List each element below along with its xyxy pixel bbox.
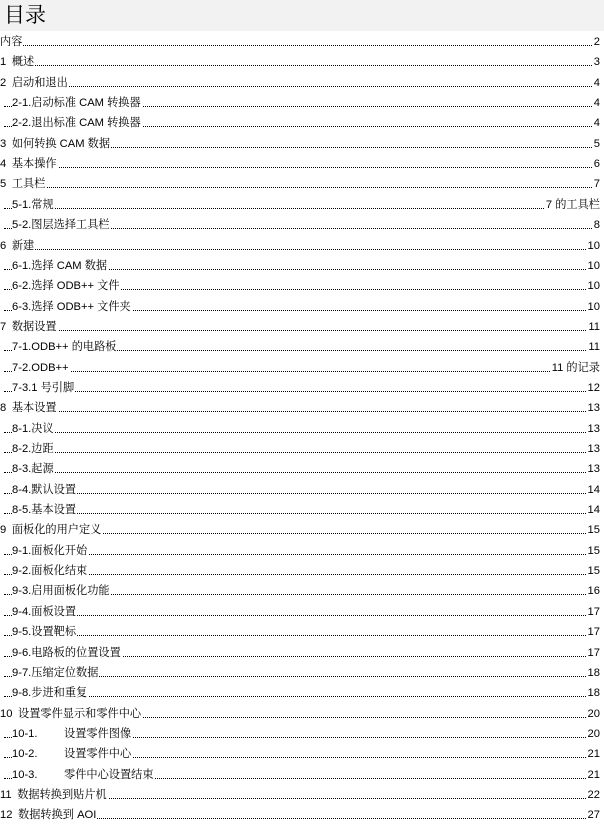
dot-leader: [4, 696, 596, 697]
toc-entry-page: 21: [587, 745, 600, 763]
toc-entry-text: 步进和重复: [31, 687, 88, 700]
toc-entry-text: 设置零件显示和零件中心: [18, 707, 142, 720]
toc-entry-page: 13: [587, 440, 600, 458]
toc-entry-number: 5-1.: [12, 198, 32, 211]
toc-entry-text: 零件中心设置结束: [64, 768, 154, 781]
toc-entry-label: [0, 74, 69, 92]
toc-entry[interactable]: [0, 196, 604, 214]
dot-leader: [4, 432, 596, 433]
toc-entry-text: 基本设置: [31, 504, 77, 517]
toc-entry[interactable]: [0, 664, 604, 682]
toc-entry-text: 常规: [31, 198, 54, 211]
toc-entry-page: 13: [587, 420, 600, 438]
toc-entry-label: [12, 766, 155, 784]
toc-entry-text: 数据转换到贴片机: [17, 788, 107, 801]
toc-entry-label: [12, 562, 88, 580]
toc-entry-page: 2: [593, 33, 600, 51]
toc-entry[interactable]: [0, 521, 604, 539]
toc-entry[interactable]: [0, 481, 604, 499]
toc-entry-label: [0, 786, 108, 804]
toc-entry-label: [12, 379, 75, 397]
toc-entry-number: 8-1.: [12, 422, 32, 435]
toc-entry-page: 14: [587, 501, 600, 519]
toc-entry-page: 14: [587, 481, 600, 499]
toc-entry-number: 8-4.: [12, 483, 32, 496]
toc-entry-page: 27: [587, 806, 600, 824]
toc-entry-number: 7-3.: [12, 381, 32, 394]
toc-entry-page: 18: [587, 684, 600, 702]
toc-entry-text: 基本操作: [11, 158, 57, 171]
toc-entry-text: 选择 ODB++ 文件: [31, 280, 120, 293]
toc-entry-page: 11 的记录: [551, 359, 600, 377]
page-title: 目录: [4, 3, 46, 27]
toc-entry-label: [12, 684, 88, 702]
toc-entry-number: 7-2.: [12, 361, 32, 374]
toc-entry[interactable]: [0, 237, 604, 255]
toc-entry-text: 如何转换 CAM 数据: [11, 137, 111, 150]
toc-entry-label: [0, 521, 102, 539]
toc-entry-number: 4: [0, 158, 7, 171]
toc-entry-label: [0, 399, 58, 417]
toc-entry[interactable]: [0, 705, 604, 723]
toc-entry-number: 6-3.: [12, 300, 32, 313]
toc-entry-page: 3: [593, 53, 600, 71]
toc-entry-number: 10-3.: [12, 768, 38, 781]
toc-entry-label: [0, 135, 111, 153]
toc-entry-text: ODB++ 的电路板: [31, 341, 117, 354]
toc-entry-label: [12, 94, 142, 112]
dot-leader: [4, 371, 596, 372]
toc-entry-page: 15: [587, 521, 600, 539]
toc-entry[interactable]: [0, 114, 604, 132]
toc-entry-text: 数据设置: [11, 320, 57, 333]
toc-entry-number: 9: [0, 524, 7, 537]
toc-entry-text: 选择 ODB++ 文件夹: [31, 300, 131, 313]
toc-entry-label: [12, 298, 132, 316]
toc-entry-page: 20: [587, 705, 600, 723]
toc-entry-number: 1: [0, 56, 7, 69]
toc-entry-label: [0, 318, 58, 336]
toc-entry-label: [12, 542, 88, 560]
toc-entry[interactable]: [0, 379, 604, 397]
toc-entry-number: 2-1.: [12, 97, 32, 110]
toc-entry-text: 面板化的用户定义: [11, 524, 102, 537]
toc-entry[interactable]: [0, 338, 604, 356]
dot-leader: [4, 391, 596, 392]
toc-entry-label: [12, 196, 55, 214]
toc-entry[interactable]: [0, 74, 604, 92]
toc-entry[interactable]: [0, 135, 604, 153]
toc-entry-text: 压缩定位数据: [31, 666, 99, 679]
toc-entry-number: 8-3.: [12, 463, 32, 476]
toc-entry-page: 4: [593, 74, 600, 92]
dot-leader: [4, 187, 596, 188]
toc-entry-label: [12, 216, 111, 234]
toc-entry[interactable]: [0, 277, 604, 295]
toc-entry-text: 边距: [31, 443, 54, 455]
dot-leader: [4, 493, 596, 494]
toc-entry-label: [12, 257, 108, 275]
toc-entry[interactable]: [0, 155, 604, 173]
dot-leader: [4, 65, 596, 66]
toc-entry-number: 9-7.: [12, 666, 32, 679]
toc-entry-number: 9-6.: [12, 646, 32, 659]
toc-entry[interactable]: [0, 786, 604, 804]
toc-entry-label: [12, 725, 132, 743]
toc-entry-label: [12, 745, 132, 763]
toc-entry[interactable]: [0, 399, 604, 417]
toc-entry-number: 8-2.: [12, 443, 32, 455]
dot-leader: [4, 635, 596, 636]
toc-entry[interactable]: [0, 257, 604, 275]
toc-entry[interactable]: [0, 542, 604, 560]
toc-entry-number: 8-5.: [12, 504, 32, 517]
toc-entry-label: [0, 175, 46, 193]
dot-leader: [4, 452, 596, 453]
toc-entry-label: [0, 705, 142, 723]
title-bar: [0, 0, 604, 31]
toc-entry-page: 11: [587, 338, 600, 356]
toc-entry-text: 决议: [31, 422, 54, 435]
dot-leader: [4, 615, 596, 616]
toc-entry-number: 10: [0, 707, 13, 720]
toc-entry-text: ODB++: [31, 361, 69, 374]
toc-entry-label: [12, 359, 70, 377]
toc-entry-text: 面板设置: [31, 605, 77, 618]
toc-entry-page: 5: [593, 135, 600, 153]
toc-entry-text: 选择 CAM 数据: [31, 259, 108, 272]
toc-entry-text: 启动标准 CAM 转换器: [31, 97, 141, 110]
toc-entry-text: 设置零件图像: [64, 727, 132, 740]
toc-entry-page: 17: [587, 644, 600, 662]
toc-entry-text: 概述: [11, 56, 35, 69]
toc-entry-text: 设置靶标: [31, 626, 77, 639]
dot-leader: [4, 472, 596, 473]
toc-entry-number: 6: [0, 239, 7, 252]
toc-entry[interactable]: [0, 420, 604, 438]
toc-entry-text: 启动和退出: [11, 76, 68, 89]
toc-entry-number: 9-8.: [12, 687, 32, 700]
toc-entry-number: 9-5.: [12, 626, 32, 639]
toc-entry[interactable]: [0, 745, 604, 763]
toc-entry-page: 11: [587, 318, 600, 336]
toc-entry[interactable]: [0, 216, 604, 234]
toc-entry-number: 9-3.: [12, 585, 32, 598]
toc-entry-label: [12, 501, 77, 519]
toc-entry-number: 9-4.: [12, 605, 32, 618]
toc-entry-text: 设置零件中心: [64, 748, 132, 761]
toc-entry-number: 9-2.: [12, 565, 32, 578]
toc-entry-label: [12, 481, 77, 499]
toc-entry-text: 电路板的位置设置: [31, 646, 121, 659]
toc-entry-number: 7: [0, 320, 7, 333]
toc-entry[interactable]: [0, 33, 604, 51]
toc-entry-text: 新建: [11, 239, 35, 252]
dot-leader: [4, 330, 596, 331]
toc-entry-page: 6: [593, 155, 600, 173]
toc-entry-number: 10-1.: [12, 727, 38, 740]
toc-entry-label: [12, 420, 55, 438]
toc-entry-page: 15: [587, 542, 600, 560]
toc-entry-number: 2-2.: [12, 117, 32, 130]
toc-entry[interactable]: [0, 298, 604, 316]
toc-entry-label: [12, 114, 142, 132]
toc-entry-page: 16: [587, 582, 600, 600]
toc-entry-label: [12, 664, 99, 682]
toc-entry[interactable]: [0, 318, 604, 336]
dot-leader: [4, 208, 596, 209]
toc-entry-page: 15: [587, 562, 600, 580]
toc-entry-text: 工具栏: [11, 178, 46, 191]
toc-entry-number: 8: [0, 402, 7, 415]
dot-leader: [4, 513, 596, 514]
toc-entry[interactable]: [0, 94, 604, 112]
toc-entry-page: 10: [587, 237, 600, 255]
toc-entry-number: 10-2.: [12, 748, 38, 761]
toc-entry-label: [0, 155, 58, 173]
toc-entry-text: 面板化结束: [31, 565, 88, 578]
toc-entry-page: 10: [587, 257, 600, 275]
toc-entry-page: 17: [587, 623, 600, 641]
toc-entry-page: 4: [593, 114, 600, 132]
toc-entry-page: 18: [587, 664, 600, 682]
toc-entry-number: 5: [0, 178, 7, 191]
toc-entry[interactable]: [0, 460, 604, 478]
toc-entry-page: 8: [593, 216, 600, 234]
toc-entry-label: [0, 33, 23, 51]
toc-entry-page: 22: [587, 786, 600, 804]
toc-entry-label: [0, 53, 35, 71]
toc-entry-text: 面板化开始: [31, 544, 88, 557]
toc-entry-label: [12, 603, 77, 621]
toc-entry-number: 11: [0, 788, 12, 801]
toc-entry-page: 7: [593, 175, 600, 193]
toc-entry-number: 9-1.: [12, 544, 32, 557]
dot-leader: [4, 45, 596, 46]
dot-leader: [4, 86, 596, 87]
toc-entry-text: 退出标准 CAM 转换器: [31, 117, 141, 130]
toc-entry[interactable]: [0, 623, 604, 641]
toc-entry-number: 6-2.: [12, 280, 32, 293]
toc-entry-page: 12: [587, 379, 600, 397]
toc-entry-page: 13: [587, 399, 600, 417]
toc-entry[interactable]: [0, 684, 604, 702]
toc-entry-number: 5-2.: [12, 219, 32, 232]
toc-entry-label: [12, 440, 55, 458]
toc-entry[interactable]: [0, 562, 604, 580]
toc-entry-label: [12, 644, 122, 662]
toc-entry-label: [12, 277, 121, 295]
toc-entry-text: 起源: [31, 463, 54, 476]
dot-leader: [4, 554, 596, 555]
toc-entry-number: 7-1.: [12, 341, 32, 354]
toc-entry-label: [12, 582, 111, 600]
toc-entry-page: 21: [587, 766, 600, 784]
toc-entry-label: [0, 806, 97, 824]
toc-entry[interactable]: [0, 440, 604, 458]
dot-leader: [4, 167, 596, 168]
toc-entry-text: 启用面板化功能: [31, 585, 110, 598]
toc-entry-label: [12, 338, 117, 356]
toc-entry-number: 2: [0, 76, 7, 89]
toc-entry-number: 12: [0, 809, 13, 822]
toc-entry[interactable]: [0, 175, 604, 193]
toc-entry-page: 20: [587, 725, 600, 743]
toc-entry-label: [0, 237, 35, 255]
toc-entry[interactable]: [0, 766, 604, 784]
toc-entry-text: 数据转换到 AOI: [18, 809, 97, 822]
toc-entry[interactable]: [0, 644, 604, 662]
toc-entry-number: 内容: [0, 36, 23, 48]
toc-entry-page: 10: [587, 277, 600, 295]
toc-entry[interactable]: [0, 53, 604, 71]
toc-entry-text: 默认设置: [31, 483, 77, 496]
toc-entry[interactable]: [0, 806, 604, 824]
dot-leader: [4, 249, 596, 250]
toc-entry-text: 图层选择工具栏: [31, 219, 110, 232]
toc-entry-text: 1 号引脚: [31, 381, 75, 394]
toc-entry[interactable]: [0, 501, 604, 519]
toc-entry[interactable]: [0, 582, 604, 600]
toc-entry-page: 4: [593, 94, 600, 112]
dot-leader: [4, 574, 596, 575]
toc-entry-page: 10: [587, 298, 600, 316]
toc-entry-page: 17: [587, 603, 600, 621]
toc-entry-label: [12, 460, 55, 478]
toc-entry-number: 3: [0, 137, 7, 150]
dot-leader: [4, 411, 596, 412]
toc-entry[interactable]: [0, 359, 604, 377]
toc-entry[interactable]: [0, 603, 604, 621]
toc-entry-label: [12, 623, 77, 641]
toc-entry[interactable]: [0, 725, 604, 743]
toc-entry-text: 基本设置: [11, 402, 57, 415]
toc-entry-number: 6-1.: [12, 259, 32, 272]
toc-entry-page: 13: [587, 460, 600, 478]
toc-entry-page: 7 的工具栏: [545, 196, 600, 214]
